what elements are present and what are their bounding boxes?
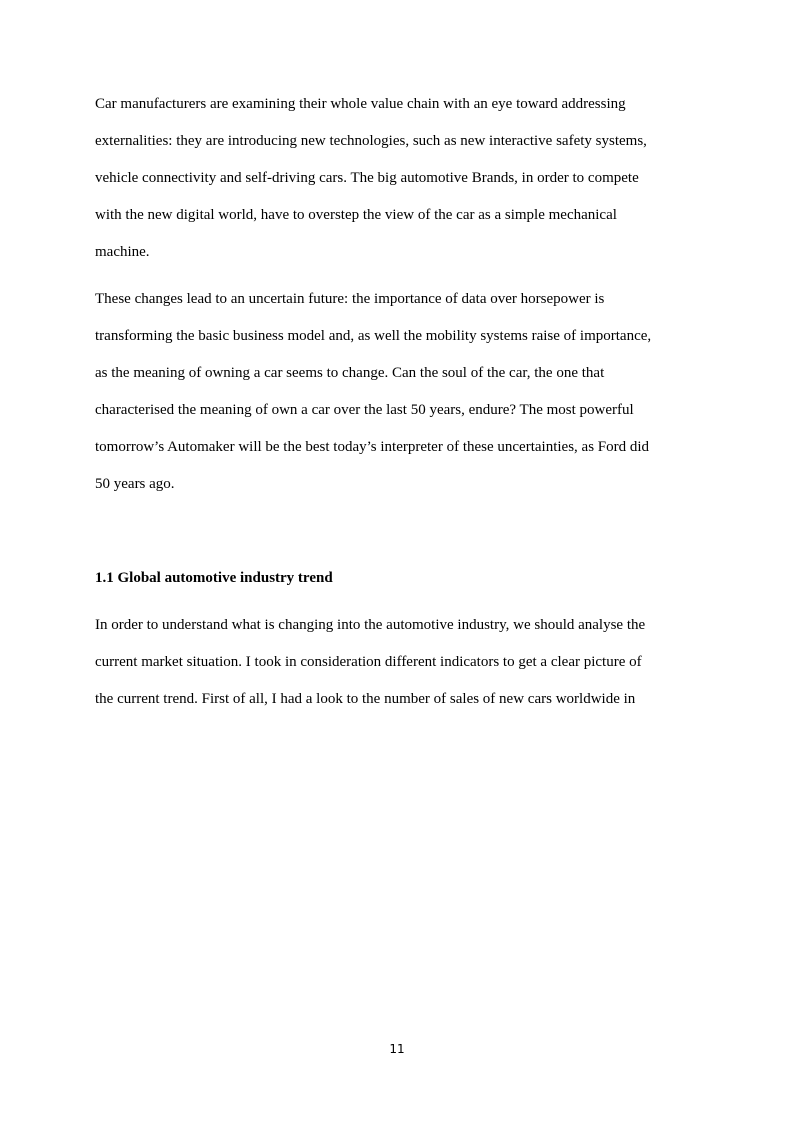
text-line: machine. [95,244,150,260]
text-line: with the new digital world, have to overstep the view of the car as a simple mechanical [95,207,617,223]
page-number: 11 [389,1042,405,1056]
text-line: externalities: they are introducing new technologies, such as new interactive safety systems, [95,133,647,149]
paragraph-uncertain-future [95,281,695,503]
section-heading: 1.1 Global automotive industry trend [95,570,333,586]
text-line: 50 years ago. [95,476,175,492]
paragraph-value-chain [95,86,695,271]
text-line: current market situation. I took in consideration different indicators to get a clear picture of [95,654,642,670]
text-line: tomorrow’s Automaker will be the best today’s interpreter of these uncertainties, as Ford did [95,439,650,455]
text-line: characterised the meaning of own a car over the last 50 years, endure? The most powerful [95,402,634,418]
text-line: These changes lead to an uncertain future: the importance of data over horsepower is [95,291,605,307]
paragraph-market-situation [95,607,695,718]
text-line: the current trend. First of all, I had a look to the number of sales of new cars worldwide in [95,691,636,707]
text-line: as the meaning of owning a car seems to change. Can the soul of the car, the one that [95,365,605,381]
text-line: vehicle connectivity and self-driving cars. The big automotive Brands, in order to compete [95,170,639,186]
text-line: In order to understand what is changing into the automotive industry, we should analyse the [95,617,646,633]
text-line: Car manufacturers are examining their whole value chain with an eye toward addressing [95,96,626,112]
text-line: transforming the basic business model and, as well the mobility systems raise of importance, [95,328,652,344]
